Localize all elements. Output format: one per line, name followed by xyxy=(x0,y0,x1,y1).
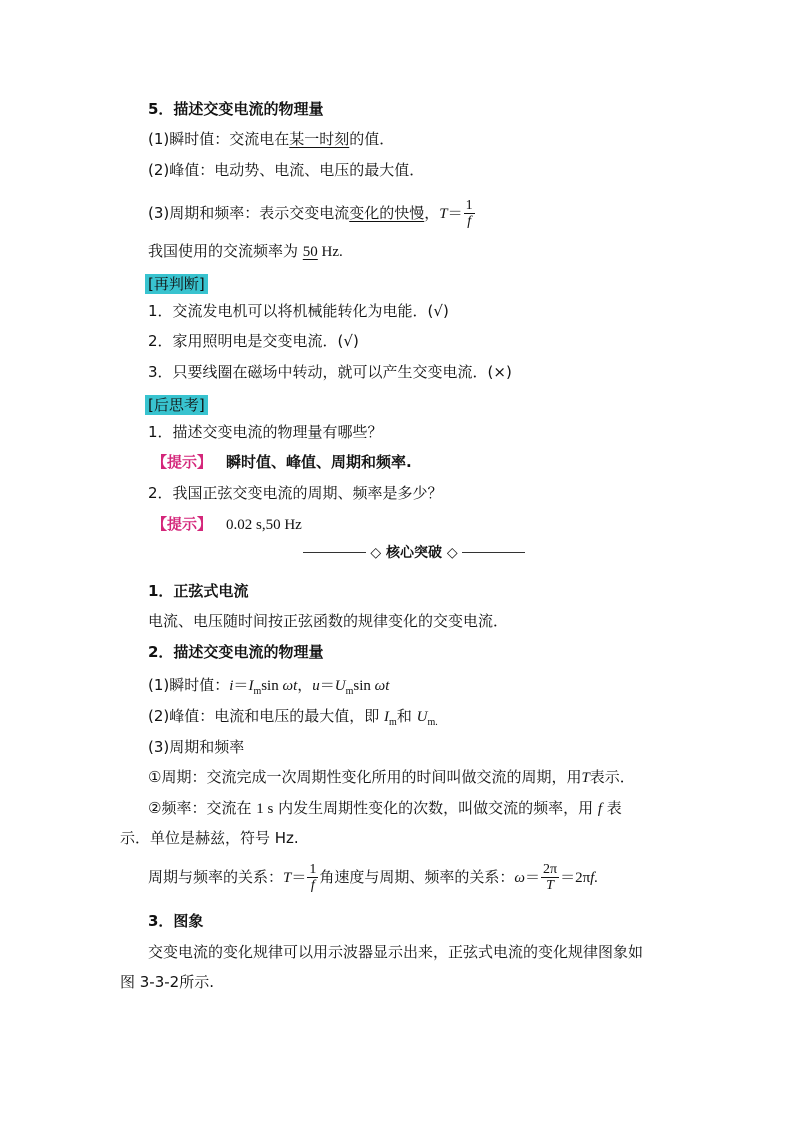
section-5-heading: 5．描述交变电流的物理量 xyxy=(148,100,324,118)
text: (2)峰值：电流和电压的最大值，即 xyxy=(148,707,385,725)
underlined-text: 变化的快慢 xyxy=(349,204,425,222)
denominator: f xyxy=(310,878,315,893)
period-definition xyxy=(148,766,635,789)
underlined-number: 50 xyxy=(302,244,318,260)
core-heading-3: 3．图象 xyxy=(148,912,204,930)
symbol-I: I xyxy=(384,709,390,725)
question-1: 1．描述交变电流的物理量有哪些？ xyxy=(148,423,383,441)
divider-line xyxy=(303,552,366,553)
omega-t: ωt xyxy=(282,678,298,694)
rejudge-tag-line xyxy=(145,273,208,295)
symbol-i: i xyxy=(229,678,234,694)
comma: ， xyxy=(297,676,313,694)
value: 1 s xyxy=(256,801,274,817)
equals: ＝ xyxy=(319,676,335,694)
equals: ＝ xyxy=(447,204,463,222)
text: 和 xyxy=(396,707,417,725)
core-breakthrough-divider xyxy=(303,542,525,562)
unit: Hz. xyxy=(317,244,343,260)
numerator: 2π xyxy=(543,862,558,877)
fraction-1-over-f xyxy=(307,862,318,893)
rejudge-item: 3．只要线圈在磁场中转动，就可以产生交变电流．(×) xyxy=(148,363,512,381)
equals: ＝ xyxy=(524,868,540,886)
text: 我国使用的交流频率为 xyxy=(148,242,303,260)
rejudge-tag: [再判断] xyxy=(145,274,208,294)
equals: ＝ xyxy=(233,676,249,694)
core-paragraph-1: 电流、电压随时间按正弦函数的规律变化的交变电流． xyxy=(148,612,509,630)
fraction-2pi-over-T xyxy=(541,862,559,893)
china-frequency-line xyxy=(148,240,343,263)
frequency-definition-cont: 示．单位是赫兹，符号 Hz. xyxy=(120,829,299,847)
text: ②频率：交流在 xyxy=(148,799,257,817)
denominator: T xyxy=(546,878,554,893)
symbol-U: U xyxy=(416,709,428,725)
frequency-definition xyxy=(148,797,622,820)
symbol-T: T xyxy=(581,770,590,786)
symbol-T: T xyxy=(439,206,448,222)
symbol-I: I xyxy=(248,678,254,694)
answer-text: 0.02 s,50 Hz xyxy=(226,517,302,533)
text: (1)瞬时值：交流电在 xyxy=(148,130,290,148)
symbol-U: U xyxy=(334,678,346,694)
subscript: m xyxy=(345,686,354,697)
text: 的值． xyxy=(349,130,395,148)
text: 角速度与周期、频率的关系： xyxy=(319,868,515,886)
symbol-f: f. xyxy=(590,870,599,886)
divider-line xyxy=(462,552,525,553)
fraction-1-over-f xyxy=(464,198,475,229)
subscript: m. xyxy=(427,717,438,728)
subscript: m xyxy=(389,717,397,728)
sin: sin xyxy=(353,678,375,694)
numerator: 1 xyxy=(309,862,317,877)
symbol-f: f xyxy=(597,801,603,817)
symbol-omega: ω xyxy=(514,870,525,886)
text: 周期与频率的关系： xyxy=(148,868,284,886)
answer-text: 瞬时值、峰值、周期和频率. xyxy=(226,453,412,471)
core-heading-1: 1．正弦式电流 xyxy=(148,582,249,600)
instantaneous-value-line xyxy=(148,128,394,150)
answer-1-line xyxy=(152,451,412,473)
equals: ＝ xyxy=(291,868,307,886)
core-heading-2: 2．描述交变电流的物理量 xyxy=(148,643,324,661)
underlined-text: 某一时刻 xyxy=(289,130,350,148)
afterthink-tag-line xyxy=(145,394,208,416)
denominator: f xyxy=(467,214,472,229)
hint-label: 【提示】 xyxy=(152,453,213,471)
symbol-u: u xyxy=(312,678,320,694)
answer-2-line xyxy=(152,513,302,536)
text: (1)瞬时值： xyxy=(148,676,230,694)
text: ， xyxy=(424,204,440,222)
omega-t: ωt xyxy=(374,678,390,694)
rejudge-item: 1．交流发电机可以将机械能转化为电能．(√) xyxy=(148,302,449,320)
afterthink-tag: [后思考] xyxy=(145,395,208,415)
figure-paragraph-line-1: 交变电流的变化规律可以用示波器显示出来，正弦式电流的变化规律图象如 xyxy=(148,943,644,961)
period-frequency-line xyxy=(148,198,476,229)
figure-paragraph-line-2: 图 3-3-2所示. xyxy=(120,973,214,991)
text: (3)周期和频率：表示交变电流 xyxy=(148,204,350,222)
text: ＝2π xyxy=(560,870,591,886)
text: 内发生周期性变化的次数，叫做交流的频率，用 xyxy=(273,799,598,817)
instantaneous-formula-line xyxy=(148,674,389,703)
period-frequency-heading: (3)周期和频率 xyxy=(148,738,245,756)
divider-title: ◇ 核心突破 ◇ xyxy=(370,545,458,561)
rejudge-item: 2．家用照明电是交变电流．(√) xyxy=(148,332,359,350)
subscript: m xyxy=(253,686,262,697)
question-2: 2．我国正弦交变电流的周期、频率是多少？ xyxy=(148,484,443,502)
numerator: 1 xyxy=(465,198,473,213)
text: 表 xyxy=(602,799,622,817)
sin: sin xyxy=(261,678,283,694)
relation-line xyxy=(148,862,598,893)
text: 表示． xyxy=(589,768,635,786)
text: ①周期：交流完成一次周期性变化所用的时间叫做交流的周期，用 xyxy=(148,768,582,786)
peak-value-line: (2)峰值：电动势、电流、电压的最大值． xyxy=(148,161,425,179)
hint-label: 【提示】 xyxy=(152,515,213,533)
symbol-T: T xyxy=(283,870,292,886)
peak-formula-line xyxy=(148,705,438,734)
